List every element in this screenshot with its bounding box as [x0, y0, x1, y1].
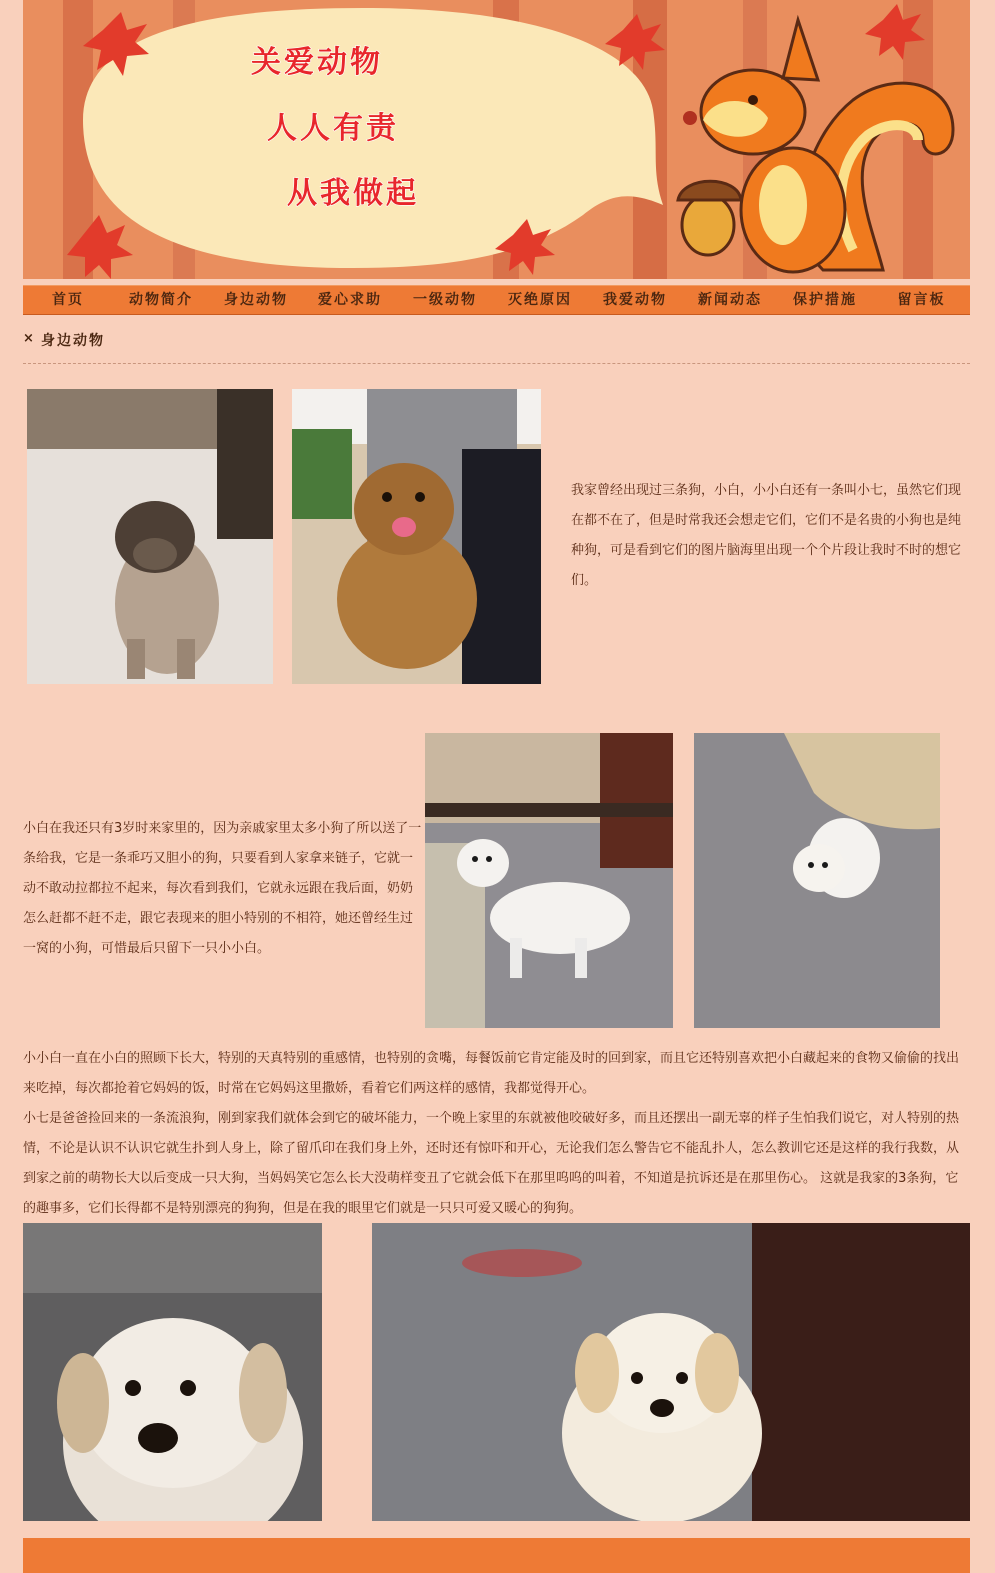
nav-news[interactable]: 新闻动态	[698, 292, 762, 308]
footer-bar	[23, 1538, 970, 1573]
slogan-3: 从我做起	[287, 176, 419, 211]
dog-photo-closeup-left	[23, 1223, 322, 1521]
section-title: 身边动物	[41, 333, 105, 349]
dog-photo-brown-dog	[292, 389, 541, 684]
intro-text: 我家曾经出现过三条狗，小白，小小白还有一条叫小七，虽然它们现在都不在了，但是时常我还会想走它们，它们不是名贵的小狗也是纯种狗，可是看到它们的图片脑海里出现一个个片段让我时不时的想它们。	[571, 483, 962, 588]
nav-protection[interactable]: 保护措施	[793, 292, 857, 308]
dog-photo-closeup-right	[372, 1223, 970, 1521]
slogan-1: 关爱动物	[251, 45, 383, 80]
xiaoqi-text: 小七是爸爸捡回来的一条流浪狗，刚到家我们就体会到它的破坏能力，一个晚上家里的东就被他咬破好多，而且还摆出一副无辜的样子生怕我们说它，对人特别的热情，不论是认识不认识它就生扑到人身上，除了留爪印在我们身上外，还时还有惊吓和开心，无论我们怎么警告它不能乱扑人，怎么教训它还是这样的我行我数，从到家之前的萌物长大以后变成一只大狗，当妈妈笑它怎么长大没萌样变丑了它就会低下在那里呜呜的叫着，不知道是抗诉还是在那里伤心。 这就是我家的3条狗，它的趣事多，它们长得都不是特别漂亮的狗狗，但是在我的眼里它们就是一只只可爱又暖心的狗狗。	[23, 1111, 960, 1216]
banner-illustration	[23, 0, 970, 279]
dog-photo-white-dog-floor	[425, 733, 673, 1028]
nav-nearby-animals[interactable]: 身边动物	[224, 292, 288, 308]
section-mark-icon: ×	[23, 331, 34, 346]
slogan-2: 人人有责	[267, 111, 399, 146]
banner	[23, 0, 970, 279]
xiaoxiaobai-text: 小小白一直在小白的照顾下长大，特别的天真特别的重感情，也特别的贪嘴，每餐饭前它肯定能及时的回到家，而且它还特别喜欢把小白藏起来的食物又偷偷的找出来吃掉，每次都抢着它妈妈的饭，时常在它妈妈这里撒娇，看着它们两这样的感情，我都觉得开心。	[23, 1051, 960, 1096]
main-nav	[23, 285, 970, 315]
nav-i-love-animals[interactable]: 我爱动物	[603, 292, 667, 308]
dog-photo-grey-puppy	[27, 389, 273, 684]
dog-photo-white-dog-sitting	[694, 733, 940, 1028]
nav-guestbook[interactable]: 留言板	[897, 292, 946, 308]
nav-extinction-causes[interactable]: 灭绝原因	[508, 292, 572, 308]
section-heading	[23, 328, 970, 364]
nav-animal-intro[interactable]: 动物简介	[129, 292, 193, 308]
xiaobai-text: 小白在我还只有3岁时来家里的，因为亲戚家里太多小狗了所以送了一条给我，它是一条乖巧又胆小的狗，只要看到人家拿来链子，它就一动不敢动拉都拉不起来，每次看到我们，它就永远跟在我后面，奶奶怎么赶都不赶不走，跟它表现来的胆小特别的不相符，她还曾经生过一窝的小狗，可惜最后只留下一只小小白。	[23, 821, 422, 956]
nav-help[interactable]: 爱心求助	[318, 292, 382, 308]
nav-home[interactable]: 首页	[52, 292, 84, 308]
nav-class-one-animals[interactable]: 一级动物	[413, 292, 477, 308]
